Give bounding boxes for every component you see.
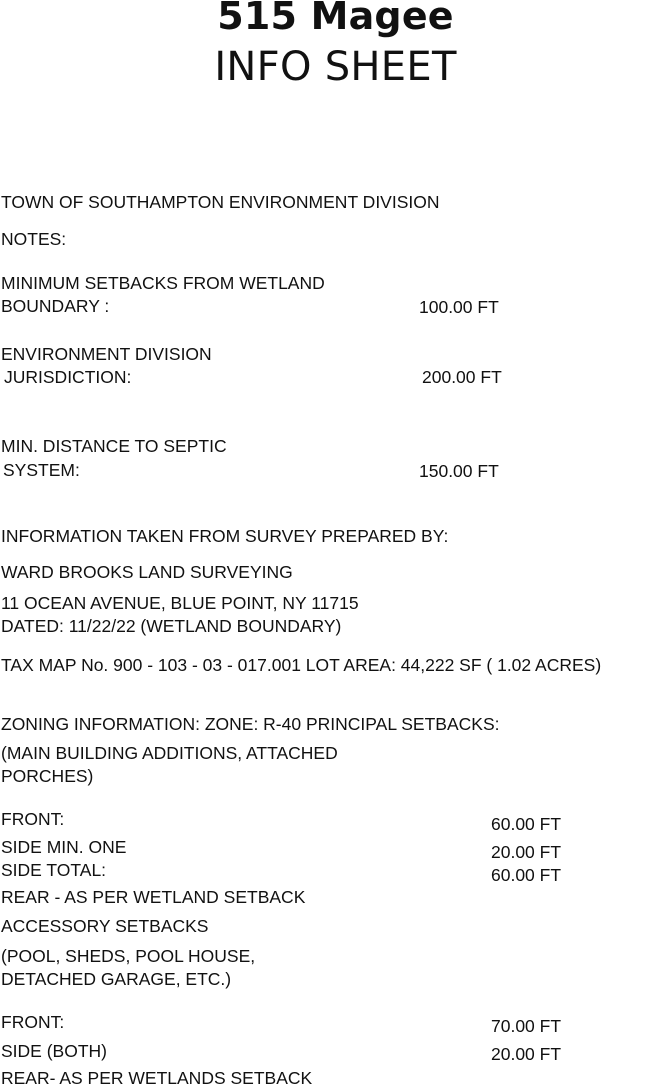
principal-side-min-value: 20.00 FT <box>491 842 562 862</box>
property-address-title: 515 Magee <box>217 0 454 38</box>
accessory-scope-line2: DETACHED GARAGE, ETC.) <box>1 969 232 989</box>
accessory-side-label: SIDE (BOTH) <box>1 1041 107 1061</box>
accessory-front-value: 70.00 FT <box>491 1016 562 1036</box>
surveyor-name: WARD BROOKS LAND SURVEYING <box>1 562 293 582</box>
wetland-setback-label-line2: BOUNDARY : <box>1 296 110 316</box>
principal-front-label: FRONT: <box>1 809 65 829</box>
jurisdiction-value: 200.00 FT <box>422 367 502 387</box>
principal-side-total-label: SIDE TOTAL: <box>1 860 107 880</box>
survey-heading: INFORMATION TAKEN FROM SURVEY PREPARED BY: <box>1 526 449 546</box>
accessory-heading: ACCESSORY SETBACKS <box>1 916 209 936</box>
agency-name: TOWN OF SOUTHAMPTON ENVIRONMENT DIVISION <box>1 192 440 212</box>
principal-front-value: 60.00 FT <box>491 814 562 834</box>
tax-map-info: TAX MAP No. 900 - 103 - 03 - 017.001 LOT AREA: 44,222 SF ( 1.02 ACRES) <box>1 655 602 675</box>
wetland-setback-label-line1: MINIMUM SETBACKS FROM WETLAND <box>1 273 325 293</box>
accessory-side-value: 20.00 FT <box>491 1044 562 1064</box>
accessory-rear-label: REAR- AS PER WETLANDS SETBACK <box>1 1068 313 1088</box>
jurisdiction-label-line2: JURISDICTION: <box>4 367 132 387</box>
surveyor-address: 11 OCEAN AVENUE, BLUE POINT, NY 11715 <box>1 593 359 613</box>
septic-distance-value: 150.00 FT <box>419 461 499 481</box>
accessory-front-label: FRONT: <box>1 1012 65 1032</box>
info-sheet-subtitle: INFO SHEET <box>214 44 457 90</box>
principal-side-min-label: SIDE MIN. ONE <box>1 837 127 857</box>
survey-date: DATED: 11/22/22 (WETLAND BOUNDARY) <box>1 616 342 636</box>
principal-side-total-value: 60.00 FT <box>491 865 562 885</box>
principal-scope-line1: (MAIN BUILDING ADDITIONS, ATTACHED <box>1 743 338 763</box>
accessory-scope-line1: (POOL, SHEDS, POOL HOUSE, <box>1 946 256 966</box>
jurisdiction-label-line1: ENVIRONMENT DIVISION <box>1 344 212 364</box>
notes-label: NOTES: <box>1 229 67 249</box>
principal-scope-line2: PORCHES) <box>1 766 94 786</box>
principal-rear-label: REAR - AS PER WETLAND SETBACK <box>1 887 306 907</box>
zoning-heading: ZONING INFORMATION: ZONE: R-40 PRINCIPAL SETBACKS: <box>1 714 500 734</box>
septic-distance-label-line2: SYSTEM: <box>3 460 80 480</box>
wetland-setback-value: 100.00 FT <box>419 297 499 317</box>
septic-distance-label-line1: MIN. DISTANCE TO SEPTIC <box>1 436 227 456</box>
